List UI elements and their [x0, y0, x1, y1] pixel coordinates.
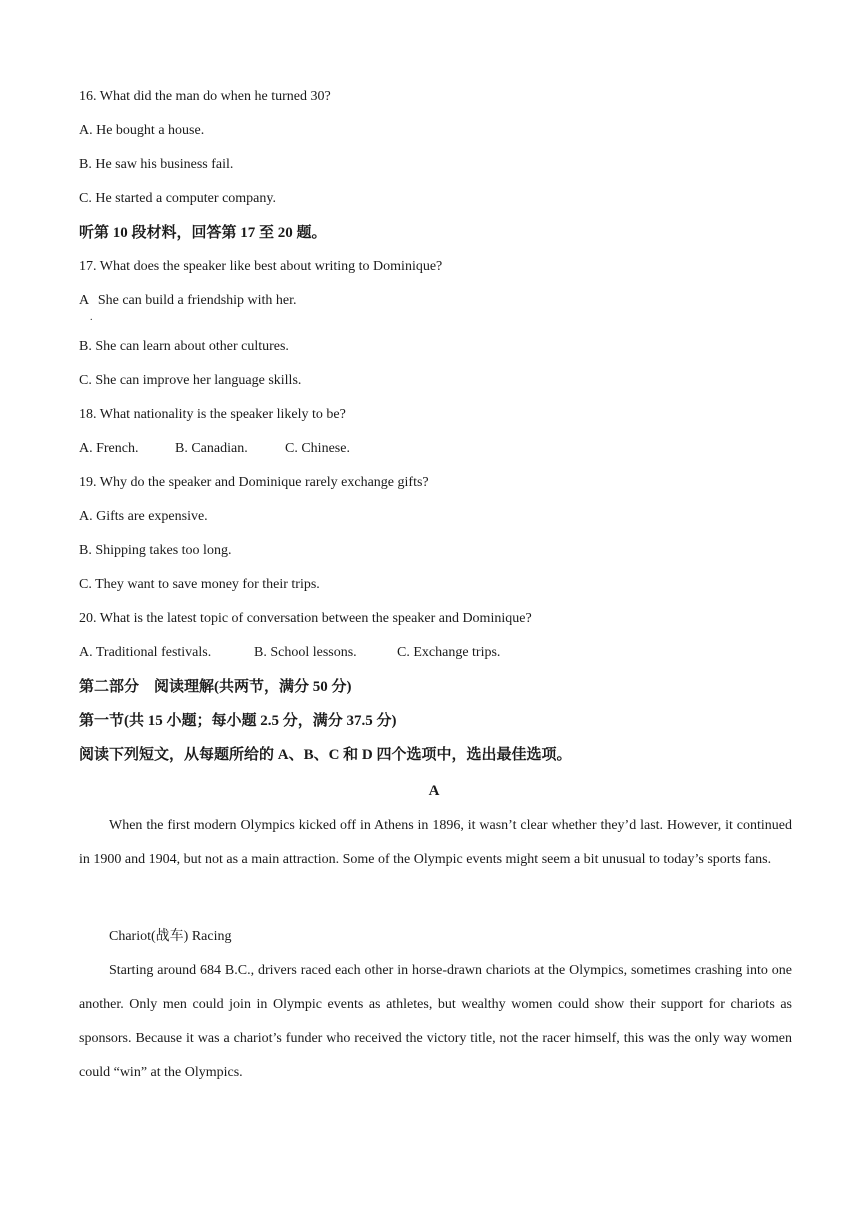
chariot-subheading: Chariot(战车) Racing: [109, 929, 232, 944]
q17-option-a: [79, 292, 297, 310]
question-18: 18. What nationality is the speaker likely to be?: [79, 407, 346, 422]
q20-options: [79, 644, 500, 662]
q18-option-c: C. Chinese.: [285, 441, 350, 456]
intro-paragraph: When the first modern Olympics kicked off in Athens in 1896, it wasn’t clear whether they’d last. However, it continued in 1900 and 1904, but not as a main attraction. Some of the Olympic events might seem a bit unusual to today’s sports fans.: [79, 818, 792, 867]
section-10-instruction: 听第 10 段材料，回答第 17 至 20 题。: [79, 225, 327, 241]
question-16: 16. What did the man do when he turned 30?: [79, 89, 331, 104]
q19-option-c: C. They want to save money for their trips.: [79, 577, 320, 592]
section-one-heading: 第一节(共 15 小题；每小题 2.5 分，满分 37.5 分): [79, 713, 397, 729]
question-17: 17. What does the speaker like best about writing to Dominique?: [79, 259, 443, 274]
q16-option-b: B. He saw his business fail.: [79, 157, 234, 172]
question-20: 20. What is the latest topic of conversation between the speaker and Dominique?: [79, 611, 532, 626]
passage-label: A: [428, 783, 440, 799]
q17-option-a-dot: .: [90, 312, 93, 323]
question-19: 19. Why do the speaker and Dominique rarely exchange gifts?: [79, 475, 429, 490]
q19-option-b: B. Shipping takes too long.: [79, 543, 232, 558]
q20-option-b: B. School lessons.: [254, 645, 357, 660]
q19-option-a: A. Gifts are expensive.: [79, 509, 208, 524]
q18-option-a: A. French.: [79, 441, 139, 456]
q16-option-a: A. He bought a house.: [79, 123, 205, 138]
q20-option-c: C. Exchange trips.: [397, 645, 501, 660]
q18-options: [79, 440, 350, 458]
chariot-paragraph: Starting around 684 B.C., drivers raced each other in horse-drawn chariots at the Olympics, sometimes crashing into one another. Only men could join in Olympic events as athletes, but wealthy women could show their support for chariots as sponsors. Because it was a chariot’s funder who received the victory title, not the racer himself, this was the only way women could “win” at the Olympics.: [79, 963, 792, 1080]
q17-option-a-letter: A: [79, 293, 89, 308]
q17-option-b: B. She can learn about other cultures.: [79, 339, 289, 354]
q18-option-b: B. Canadian.: [175, 441, 248, 456]
part-two-heading: 第二部分 阅读理解(共两节，满分 50 分): [79, 679, 352, 695]
q16-option-c: C. He started a computer company.: [79, 191, 276, 206]
q17-option-a-text: She can build a friendship with her.: [97, 293, 297, 308]
reading-instruction: 阅读下列短文，从每题所给的 A、B、C 和 D 四个选项中，选出最佳选项。: [79, 747, 572, 763]
q17-option-c: C. She can improve her language skills.: [79, 373, 302, 388]
q20-option-a: A. Traditional festivals.: [79, 645, 212, 660]
